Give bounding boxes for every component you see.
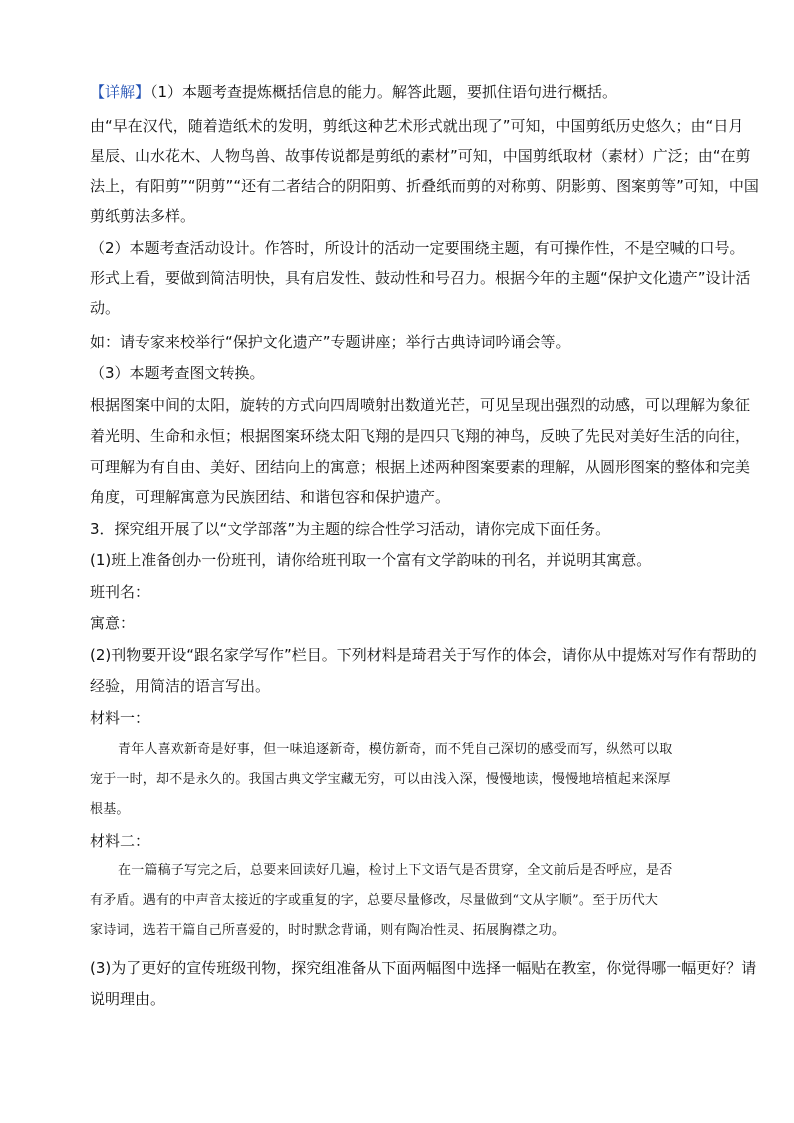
item2-line-1: （2）本题考查活动设计。作答时，所设计的活动一定要围绕主题，有可操作性，不是空喊的口号。 — [90, 239, 745, 257]
detail-heading — [90, 82, 617, 102]
meaning-label: 寓意： — [90, 614, 136, 632]
material1-line-3: 根基。 — [90, 802, 130, 817]
material1-label: 材料一： — [90, 709, 151, 727]
question3-sub2-line-2: 经验，用简洁的语言写出。 — [90, 677, 271, 695]
question3-sub3-line-2: 说明理由。 — [90, 990, 166, 1008]
material2-line-3: 家诗词，选若干篇自己所喜爱的，时时默念背诵，则有陶冶性灵、拓展胸襟之功。 — [90, 923, 566, 938]
detail-label: 【详解】 — [90, 83, 151, 101]
item2-example: 如：请专家来校举行“保护文化遗产”专题讲座；举行古典诗词吟诵会等。 — [90, 333, 571, 351]
item3-line-4: 角度，可理解寓意为民族团结、和谐包容和保护遗产。 — [90, 488, 451, 506]
material1-line-2: 宠于一时，却不是永久的。我国古典文学宝藏无穷，可以由浅入深，慢慢地读，慢慢地培植起来深厚 — [90, 772, 671, 787]
item3-line-3: 可理解为有自由、美好、团结向上的寓意；根据上述两种图案要素的理解，从圆形图案的整体和完美 — [90, 458, 751, 476]
item1-line-3: 法上，有阳剪”“阴剪”“还有二者结合的阴阳剪、折叠纸而剪的对称剪、阴影剪、图案剪等”可知，中国 — [90, 177, 759, 195]
item1-title: （1）本题考查提炼概括信息的能力。解答此题，要抓住语句进行概括。 — [150, 83, 618, 101]
question3-sub3-line-1: (3)为了更好的宣传班级刊物，探究组准备从下面两幅图中选择一幅贴在教室，你觉得哪一幅更好？请 — [90, 959, 757, 977]
item1-line-1: 由“早在汉代，随着造纸术的发明，剪纸这种艺术形式就出现了”可知，中国剪纸历史悠久；由“日月 — [90, 117, 744, 135]
item3-line-2: 着光明、生命和永恒；根据图案环绕太阳飞翔的是四只飞翔的神鸟，反映了先民对美好生活的向往， — [90, 427, 751, 445]
item1-line-4: 剪纸剪法多样。 — [90, 207, 196, 225]
material2-line-1: 在一篇稿子写完之后，总要来回读好几遍，检讨上下文语气是否贯穿，全文前后是否呼应，是否 — [118, 863, 673, 878]
question3-stem: 3．探究组开展了以“文学部落”为主题的综合性学习活动，请你完成下面任务。 — [90, 520, 611, 538]
item2-line-2: 形式上看，要做到简洁明快，具有启发性、鼓动性和号召力。根据今年的主题“保护文化遗产”设计活 — [90, 269, 751, 287]
material2-label: 材料二： — [90, 832, 151, 850]
item1-line-2: 星辰、山水花木、人物鸟兽、故事传说都是剪纸的素材”可知，中国剪纸取材（素材）广泛；由“在剪 — [90, 147, 751, 165]
question3-sub2-line-1: (2)刊物要开设“跟名家学写作”栏目。下列材料是琦君关于写作的体会，请你从中提炼对写作有帮助的 — [90, 646, 757, 664]
item3-line-1: 根据图案中间的太阳，旋转的方式向四周喷射出数道光芒，可见呈现出强烈的动感，可以理解为象征 — [90, 396, 751, 414]
item2-line-3: 动。 — [90, 299, 121, 317]
material1-line-1: 青年人喜欢新奇是好事，但一味追逐新奇，模仿新奇，而不凭自己深切的感受而写，纵然可以取 — [118, 742, 673, 757]
journal-name-label: 班刊名： — [90, 583, 151, 601]
question3-sub1: (1)班上准备创办一份班刊，请你给班刊取一个富有文学韵味的刊名，并说明其寓意。 — [90, 551, 652, 569]
material2-line-2: 有矛盾。遇有的中声音太接近的字或重复的字，总要尽量修改，尽量做到“文从字顺”。至于历代大 — [90, 893, 659, 908]
item3-title: （3）本题考查图文转换。 — [90, 364, 265, 382]
